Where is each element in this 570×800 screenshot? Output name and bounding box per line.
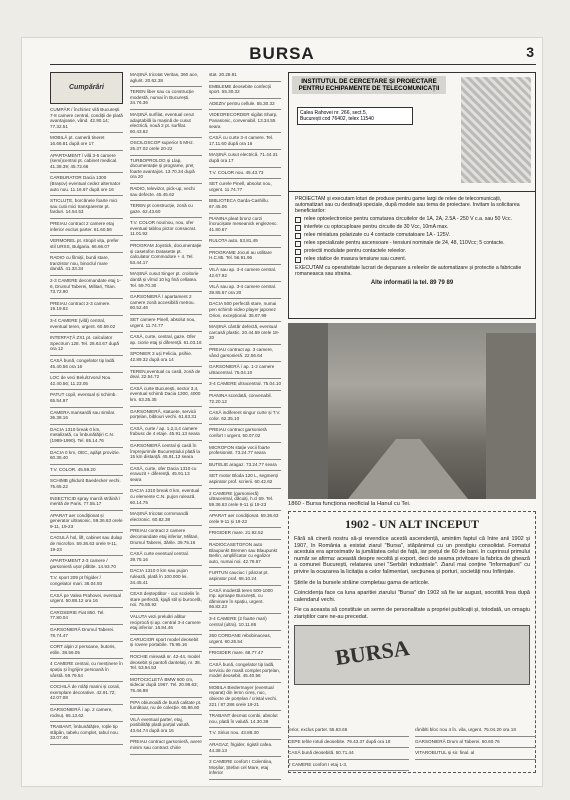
ad-separator	[415, 747, 536, 748]
ad-separator	[288, 747, 409, 748]
classified-ad: CASĂ, curte, central, gaze. Ofer ap. ciorie etaj și diferență. 61.03.16	[130, 334, 202, 345]
classified-ad: PREIAU contract 2 camere decomandate etaj inferior, Militari, Drumul Taberei, 3ările. 39.75.16	[130, 528, 199, 545]
ad-separator	[130, 183, 202, 184]
ad-separator	[50, 475, 123, 476]
ad-separator	[209, 779, 281, 780]
ad-separator	[209, 647, 281, 648]
masthead	[22, 44, 542, 62]
ad-separator	[50, 275, 123, 276]
classified-ad: PREIAU contract 2 camere etaj inferior exclus parter. 81.60.56	[50, 220, 114, 232]
classified-ad: SPONIER 3 uși Felicia, psihie. 42.89.32 după ora 14	[130, 351, 193, 362]
ad-separator	[130, 548, 202, 549]
classifieds-column-2	[130, 72, 202, 780]
ad-separator	[209, 459, 281, 460]
ad-separator	[130, 331, 202, 332]
ad-separator	[209, 527, 281, 528]
ad-separator	[209, 378, 281, 379]
ad-separator	[50, 447, 123, 448]
ad-separator	[130, 697, 202, 698]
classified-ad: 3-4 CAMERE ultracentral. 75.04.10	[209, 381, 281, 387]
checkbox-icon	[295, 233, 301, 239]
service-checkbox-item	[295, 256, 529, 263]
classified-ad: SET curele Pinell, absolut nou, urgent. 11.74.77	[209, 181, 272, 192]
service-checkbox-item	[295, 240, 529, 247]
classified-ad: CORT alpin 2 persoane, butoris, etilin. 38.56.05	[50, 644, 116, 655]
address-line: București cod 76402, telex 11540	[300, 116, 374, 122]
classified-ad: CASĂ bună, congelator tip ladă, serviciu de masă complet porțelan, model deosebit. 45.40.56	[209, 661, 280, 679]
ad-separator	[50, 355, 123, 356]
ad-separator	[130, 314, 202, 315]
classified-ad: PREIAU contract garsonieră confort I urgent. 50.07.02	[209, 427, 267, 438]
ad-separator	[209, 727, 281, 728]
classified-ad: CUMPĂR / închiriez vilă București 7-8 camere central, condiții de plată avantajoase, vând. 42.90.14; 77.32.51	[50, 107, 123, 129]
ad-separator	[50, 744, 123, 745]
classified-ad: STICLUȚE, borcănele foarte mici sau cutii mici transparente pt. farduri. 14.54.53	[50, 198, 118, 215]
classified-ad: APARTAMENT 2-3 camere / garsonieră ușor plătite. 14.93.70	[50, 558, 116, 569]
ad-separator	[209, 756, 281, 757]
classified-ad: CAROSERIE Fiat 850. Tel. 77.80.04	[50, 609, 105, 621]
classified-ad: PIANINA pleat bronz corzi încrucișate meseanick englezesc. 41.80.67	[209, 215, 278, 232]
classified-ad: FRIGIDER mare. 68.77.47	[209, 650, 264, 656]
classified-ad: 4 CAMERE central, cu menținere în spațiu și îngrijire persoană în vârstă. 59.79.54	[50, 661, 123, 678]
classified-ad: VILĂ eventual parter, etaj, posibilități plată parțial valută. 43.64.74 după ora 16	[130, 716, 191, 733]
ad-separator	[288, 770, 409, 771]
classified-ad: 260 CORDANE rebobinaceas, urgent. 60.26.54	[209, 633, 272, 644]
bursa-newspaper-photo	[294, 625, 530, 685]
classified-ad: PROGRAM Joystick, documentație și casetofon Datasette pt. calculator Commodore + 4. Tel. 53.44.17	[130, 243, 202, 265]
ad-separator	[209, 585, 281, 586]
classified-ad: GARSONIERĂ Drumul Taberei. 78.74.47	[50, 627, 115, 638]
classified-ad: TURBOPROLOG și Llap, documentație și programe, preț foarte avantajos. 13.70.34 după ora 20	[130, 157, 195, 180]
classified-ad: CASĂ, curte, ofer Dacia 1310 cu eravuzit + diferență. 45.91.13 seara	[130, 465, 197, 482]
classified-ad: COCHILĂ de rolăți marini și corali, exemplare decorative. 42.91.72; 42.07.08	[50, 684, 120, 701]
ad-separator	[130, 634, 202, 635]
ad-separator	[130, 714, 202, 715]
article-paragraph: Fără să cineră nostru să-și revendice acestă ascendență, amintim faptul că între anii 1902 și 1907, în România a existat ziarul "Bursa", stăpânimul cu un prestigiu consolidat. Formatul acestuia era aproximativ la jumătatea celui de față, iar prețul de 60 de bani. In cuprinsul primului număr se afirma: această despre recoltă și export, deci de seama privitoare la fabrica de ghează a comunei București, relatarea unei "Serbări industriale". Ziarul mai conține "Informațiuni" cu privire la ocazarea la licitația a celor falimentari, secțiunea și porturi, societăți nou înființate.	[294, 536, 530, 575]
classified-ad: DACIA 1310 break 0 km, metalizată, cu îmbunătățiri C.N. (1989-1990). Tel. 65.14.76	[50, 426, 115, 443]
classified-ad: CAMERA mansardă sau similar. 36.38.16	[50, 409, 116, 421]
classified-ad: APARAT aer condiționat. 59.36.63 orele 9-11 și 19-23	[209, 513, 279, 524]
classified-ad: TRABANT, îmbunătățire, roțile tip stăpân, tabelu complet, tabul nou. 33.07.46	[50, 724, 119, 741]
ad-separator	[209, 567, 281, 568]
decorative-pattern	[461, 77, 531, 183]
classified-ad: 3 CAMERE confort I Colentina, Moșilor, Ștefan cel Mare, etaj inferior	[209, 759, 273, 776]
proiectam-outro: EXECUTAM cu operativitate lucrari de depanare a releelor de automatizare și protectie a fabricatie romaneasca sau straina.	[295, 264, 522, 277]
article-title: 1902 - UN ALT INCEPUT	[344, 517, 480, 531]
classified-ad: CAGULĂ hol, lift, cabinet sau dulap de microfon. 59.36.63 orele 9-11, 19-23	[50, 535, 123, 552]
classified-ad: OSCILOSCOP superior 5 MHz. 25.37.02 orele 20-22	[130, 140, 194, 151]
classified-ad: 2 CAMERE confort I etaj 1-3,	[288, 761, 348, 767]
classifieds-column-1	[50, 72, 123, 780]
ad-separator	[130, 651, 202, 652]
classified-ad: CASĂ cu curte 3-4 camere. Tel. 17.11.60 după ora 16	[209, 135, 274, 146]
classified-ad: BIBLIOTECA Garda-Cashillu. 67.45.06	[209, 198, 269, 209]
proiectam-intro: PROIECTAM și executam loturi de produse pentru game largi de relee de telecomunicații, automatizari sau cu destinații speciale, după modele sau tema de proiectare. Invitam la solicitarea beneficiarilor:	[295, 196, 520, 215]
ad-separator	[209, 213, 281, 214]
ad-separator	[50, 624, 123, 625]
newspaper-title: BURSA	[249, 44, 315, 63]
classified-ad: PIANINA scordată, convenabil. 72.20.12	[209, 392, 272, 404]
ad-separator	[130, 366, 202, 367]
ad-separator	[209, 132, 281, 133]
classified-ad: GARSONIERĂ, statuete, servicii porțelan, biblouri vechi. 61.63.31	[130, 408, 197, 420]
proiectam-phone: Alte informatii la tel. 89 79 89	[370, 280, 454, 287]
ad-separator	[130, 348, 202, 349]
right-column	[288, 72, 536, 773]
ad-separator	[209, 81, 281, 82]
ad-separator	[130, 155, 202, 156]
ad-separator	[50, 332, 123, 333]
ad-separator	[209, 510, 281, 511]
ad-separator	[50, 510, 123, 511]
ad-separator	[130, 611, 202, 612]
classified-ad: TEREN liber sau cu construcție modestă, numai în București. 34.76.36	[130, 89, 194, 106]
ad-separator	[50, 493, 123, 494]
ad-separator	[209, 442, 281, 443]
ad-separator	[50, 372, 123, 373]
ad-separator	[130, 565, 202, 566]
ad-separator	[288, 736, 409, 737]
classified-ad: CASĂ, curte / ap. 1,2,3,4 camere frabusc de 4 etaje. 45.91.13 seara	[130, 425, 200, 437]
classified-ad: ADEZIV pentru cellule. 55.30.32	[209, 100, 275, 106]
classified-ad: CARBURATOR Dacia 1300 (Brașov) eventual cedez alternator auto nou. 11.16.67 după ore 16	[50, 175, 121, 192]
classified-ad: PATUT copil, eventual și schimb. 65.54.97	[50, 392, 117, 403]
classified-ad: MOBILĂ pt. cameră tineret 16.66.81 după ore 17	[50, 135, 105, 146]
ad-separator	[130, 674, 202, 675]
service-checkbox-item	[295, 224, 529, 231]
classified-ad: MOBILA Biedermayer (eventual reparat) din lemn cireș, nuc, obiecte de porțelan / cristal vechi. 221 / 87.286 orele 19-21	[209, 684, 278, 707]
classified-ad: T.V. Sirius nou. 43.88.30	[209, 730, 259, 736]
service-label: interfete cu optocuploare pentru circuite de 30 Vcc, 10mA max.	[304, 223, 449, 230]
header-rule	[50, 64, 536, 65]
classified-ad: DACIA 1310 break 0 km, eventual cu elemente C.N. pujon rulează. 60.14.75	[130, 488, 200, 505]
classified-ad: VILĂ sau ap. 3-4 camere central. 39.85.67 ora 20	[209, 284, 277, 295]
classified-ad: 2 CAMERE (garsonieră) ultracentral, dăcuiți, h.cl 69. Tel. 59.36.63 orele 9-11 și 19-23	[209, 490, 274, 507]
ad-separator	[130, 268, 202, 269]
classified-ad: MAȘINĂ cântăr defectă, eventual carcasă plastic. 20.44.59 orele 18-20	[209, 324, 280, 341]
classified-ad: CASĂ curte eventual central. 39.75.16	[130, 551, 189, 562]
ad-separator	[130, 137, 202, 138]
classified-ad: PREIAU contract ap. 3 camere, vând garsonieră. 22.56.64	[209, 347, 274, 358]
classified-ad: PIPA obiunoală de bună calitate pt. fumătoar, nu de colecție. 65.86.60	[130, 699, 202, 711]
classified-ad: MAȘINĂ tricotat cormmandă electronic. 60.82.38	[130, 511, 189, 522]
ad-separator	[50, 252, 123, 253]
classified-ad: GARSONIERĂ central și casă în împrejurimile Bucureștiului plată la 15 km distanță. 45.91.13 seara	[130, 442, 200, 460]
classified-ad: SET motor Bloda 120 L, segmenți aspirator prof. scrierii. 60.42.62	[209, 473, 278, 484]
classified-ad: SET camere Pinell, absolut nou, urgent. 11.74.77	[130, 317, 196, 328]
service-label: protectii modulate pentru contactele releelor.	[304, 247, 407, 254]
photo-caption: 1860 - Bursa funcționa neoficial la Hanul cu Tei.	[288, 501, 411, 507]
ad-separator	[130, 485, 202, 486]
ad-separator	[130, 383, 202, 384]
ad-separator	[130, 240, 202, 241]
classified-ad: VALUTA vezi preluări alătur reciprocă și ap. central 3-4 camere etaj inferior. 16.84.46	[130, 613, 201, 631]
classified-ad: 3-4 CAMERE (2 foarte mari) central (ultra). 10.11.86	[209, 616, 267, 627]
ad-separator	[50, 704, 123, 705]
classified-ad: RULOTA auto. 53.81.49	[209, 238, 258, 244]
institute-address	[297, 107, 413, 125]
classified-ad: FRIGIDER mare. 21.92.52	[209, 530, 264, 536]
classified-ad: GARSONIERĂ / ap. 1-2 camere ultracentral. 75.04.10	[209, 364, 275, 375]
classified-ad: ferior, exclus parter. 55.63.66	[288, 727, 348, 732]
cumparari-logo: Cumpărări	[50, 72, 123, 104]
classified-ad: GARSONIERĂ Drum al Taberei. 60.60.76	[415, 738, 500, 744]
historic-photo	[288, 323, 536, 499]
classified-ad: FURTUN cauciuc / pânzat pt. aspirator praf. 68.10.24	[209, 570, 269, 582]
ad-separator	[130, 291, 202, 292]
checkbox-icon	[295, 217, 301, 223]
ad-separator	[209, 659, 281, 660]
ad-separator	[130, 86, 202, 87]
classified-ad: TEREN pt construcție, zonă cu gaze. 62.43.60	[130, 203, 193, 214]
ad-separator	[50, 590, 123, 591]
newspaper-page	[22, 38, 542, 786]
ad-separator	[209, 739, 281, 740]
checkbox-icon	[295, 241, 301, 247]
service-checkbox-item	[295, 248, 529, 255]
classified-ad: VITAROBUTUL și sir. final. al	[415, 750, 475, 756]
ad-separator	[209, 281, 281, 282]
ad-separator	[415, 759, 536, 760]
classified-ad: INTERFAȚĂ ZX1 pt. calculator Spectrum 128. Tel. 28.63.67 după ora 12	[50, 335, 119, 352]
classifieds-column-3	[209, 72, 281, 780]
page-number: 3	[526, 44, 534, 60]
classified-ad: DACIA 0 km, OEC, apăpt provizie. 60.35.40	[50, 449, 120, 461]
classified-ad: CEAS deșteptător - cuc scolelis în stare perfectă, kjajă stil și burocelă, noi. 75.55.92	[130, 591, 202, 608]
ad-separator	[50, 721, 123, 722]
ad-separator	[130, 463, 202, 464]
classified-ad: 2-3 CAMERE decomandate etaj 1-6, Drumul Taberei, Militari, Titan. 73.72.90	[50, 278, 121, 295]
bursa-stamp-text: BURSA	[333, 634, 411, 670]
ad-separator	[130, 508, 202, 509]
classified-ad: GARSONIERĂ / apartament 2 camere zonă accesibilă metrou. 60.52.46	[130, 294, 195, 311]
classified-ad: CASĂ bună deosebită. 50.71.44	[288, 750, 354, 756]
classified-ad: RADIO, televizor, pick-up, vechi sau defecte. 45.45.62	[130, 185, 195, 197]
article-paragraph: Fie ca aceasta să constituie un semn de personalitate a propriei publicații și, totodată, un omagiu ziariștilor care ne-au precedat.	[294, 607, 530, 620]
classified-ad: DACIA 1310 0 km sau pujon rulează, plată în 100.000 lei. 34.45.41	[130, 568, 188, 585]
article-paragraph: Coincidența face ca luna aparitiei ziarului "Bursa" din 1902 să fie iar august, socotită însa după calendarul vechi.	[294, 590, 530, 603]
classified-ad: EMBLEME deosebite confecții sport. 55.30.32	[209, 83, 271, 95]
classified-ad: PREIAU contract garsonieră, avere minim sau contract chirie	[130, 739, 202, 751]
checkbox-icon	[295, 257, 301, 263]
classified-ad: CASĂ modestă teren 500-1000 mp. aproape București, cu dăminare în spațiu, urgent. 66.82.23	[209, 587, 273, 610]
service-label: relee statice de masura tensiune sau curent.	[304, 255, 407, 262]
ad-separator	[50, 424, 123, 425]
ad-separator	[209, 613, 281, 614]
classified-ad: VIDEORECORDER sigilat Sharp, Panasonic, convenabil. 13.34.55 seara	[209, 112, 278, 129]
ad-separator	[50, 572, 123, 573]
ad-separator	[130, 406, 202, 407]
ad-separator	[50, 464, 123, 465]
ad-separator	[50, 195, 123, 196]
ad-separator	[50, 132, 123, 133]
ad-separator	[209, 710, 281, 711]
classified-ad: PROGRAME Jocuri au utilitare H.C.85. Tel. 56.91.96	[209, 249, 272, 261]
classified-ad: TEREN,eventual cu casă, zonă de deal. 22.54.72	[130, 368, 201, 380]
ad-separator	[50, 389, 123, 390]
ad-separator	[209, 321, 281, 322]
classified-ad: MOTOCICLETĂ BMW 600 cm, sidecar după 1967. Tel. 20.98.63; 76.46.98	[130, 676, 198, 693]
address-line: Calea Rahovei nr. 266, sect.5,	[300, 110, 367, 116]
ad-separator	[130, 754, 202, 755]
ad-separator	[415, 736, 536, 737]
ad-separator	[130, 588, 202, 589]
ad-separator	[288, 759, 409, 760]
service-checkbox-item	[295, 216, 529, 223]
classified-ad: CASĂ bună, congelator tip ladă. 45.40.56 ora 16	[50, 358, 116, 369]
classified-ad: BUTELIE aragaz. 73.24.77 seara	[209, 461, 277, 467]
ad-separator	[50, 218, 123, 219]
ad-separator	[130, 736, 202, 737]
classified-ad: SCHIMB ghidurit Baedecker vechi. 75.65.22	[50, 478, 121, 489]
ad-separator	[50, 532, 123, 533]
article-paragraph: Știrile de la bursele străine completau gama de articole.	[294, 579, 430, 586]
ad-separator	[209, 298, 281, 299]
ad-separator	[209, 407, 281, 408]
classified-ad: MAȘINĂ cusut Singer pt. croitorie dantă și vîrnd 10 kg fină cellatea. Tel. 59.70.30	[130, 271, 199, 288]
ad-separator	[50, 607, 123, 608]
classified-ad: T.V. COLOR. 45.59.20	[50, 466, 96, 472]
ad-separator	[50, 172, 123, 173]
classified-ad: stat. 20.28.91	[209, 72, 237, 77]
classified-ad: râniblti bloc nou 4 în. vila, urgent. 75.04.20 ora 18	[415, 727, 516, 732]
ad-separator	[209, 167, 281, 168]
classified-ad: T.V. COLOR nou/nou, nou, ofer eventual tablou pictor consacrat. 11.01.92	[130, 220, 197, 237]
checkbox-icon	[295, 225, 301, 231]
classified-ad: CASĂ indiferent singur curte și T.V. color. 62.35.10	[209, 410, 281, 421]
classified-ad: ROCHIE mireasă nr. 42-44, model deosebit și pantofi dantelați, nr. 38. Tel. 53.94.53	[130, 653, 201, 671]
classified-ad: APARTAMENT / vilă 3-5 camere (semi)central pt. cabinet medical. 41.38.39; 45.72.66	[50, 152, 118, 169]
ad-separator	[209, 488, 281, 489]
classified-ad: DACIA 500 perfectă stare, numai pen schimb video player japonez Orion, excepțional. 35.67.99	[209, 301, 277, 318]
classified-ad: LOC de veci Belu/Izvorul Nou. 42.40.56; 11.23.05	[50, 375, 112, 386]
ad-separator	[209, 470, 281, 471]
classified-ad: APARAT aer condiționat și generator ultrasonic. 59.36.63 orele 9-11, 19-23	[50, 512, 123, 529]
classified-ad: MAȘINĂ surfilat, eventual cerut adaptabilă la mașină de cusut electrică, nouă 2 pt. surfilat. 60.43.62	[130, 111, 194, 134]
bottom-classifieds	[288, 727, 536, 773]
service-label: relee miniatura polarizate cu 4 contacte comutatoare 1A - 125V.	[304, 231, 451, 238]
classified-ad: MAȘINĂ tricotat Veritas, 360 ace, aglurit. 20.62.38	[130, 72, 199, 83]
ad-separator	[209, 195, 281, 196]
classified-ad: INSECTICID spray marcă străină / merită de Paris. 77.55.17	[50, 495, 121, 507]
classified-ad: GARSONIERĂ / ap. 2 camere, rodnuț. 65.13.62	[50, 706, 113, 718]
service-label: relee specializate pentru ascensoare - tensiuni nominale de 24, 48, 110Vcc; 5 contacte.	[304, 239, 505, 246]
institute-advert	[288, 72, 536, 192]
ad-separator	[209, 361, 281, 362]
ad-separator	[209, 344, 281, 345]
classified-ad: MAȘINĂ cusut electrică. 71.44.31 după ora 17	[209, 152, 278, 163]
ad-separator	[50, 641, 123, 642]
ad-separator	[50, 150, 123, 151]
ad-separator	[209, 682, 281, 683]
classified-ad: TRABANT decmat combi, absolut nou, plată în valută. 14.30.39	[209, 713, 278, 724]
ad-separator	[130, 200, 202, 201]
classified-ad: RADIO cu filmiții, bună stare, tranzistor nou, binoclul mare dandă. 41.33.34	[50, 255, 109, 272]
ad-separator	[209, 109, 281, 110]
classified-ad: T.V. COLOR nou. 45.43.73	[209, 169, 264, 175]
ad-separator	[50, 407, 123, 408]
ad-separator	[209, 424, 281, 425]
ad-separator	[50, 315, 123, 316]
classified-ad: CEPE tehle rotuli deosebite. 79.43.37 după ora 18	[288, 738, 391, 744]
ad-separator	[50, 681, 123, 682]
ad-separator	[50, 658, 123, 659]
ad-separator	[209, 178, 281, 179]
ad-separator	[130, 217, 202, 218]
ad-separator	[130, 525, 202, 526]
ad-separator	[209, 235, 281, 236]
classified-ad: VERMOREL pt. stropit vița, prefer stil URSS, Bulgaria. 66.66.07	[50, 238, 119, 249]
ad-separator	[130, 423, 202, 424]
checkbox-icon	[295, 249, 301, 255]
institute-title: INSTITUTUL DE CERCETARE ȘI PROIECTARE PENTRU ECHIPAMENTE DE TELECOMUNICAȚII	[292, 76, 446, 94]
ad-separator	[50, 555, 123, 556]
ad-separator	[209, 98, 281, 99]
classified-ad: 3-4 CAMERE (vilă) central, eventual teren, urgent. 60.59.02	[50, 318, 116, 329]
ad-separator	[209, 539, 281, 540]
proiectam-advert	[288, 192, 536, 319]
classified-ad: PREIAU contract 2-3 camere. 19.19.62	[50, 300, 111, 312]
classified-ad: MICROFON stație vocii foarte profesionist. 73.24.77 seara	[209, 444, 270, 456]
ad-separator	[209, 149, 281, 150]
ad-separator	[130, 109, 202, 110]
classified-ad: RADIOCASETOFON auto Blaupunkt Bremen sau Blaupunkt Berlin, amplificator cu egalizor auto, numai noi. 42.78.67	[209, 542, 278, 564]
ad-separator	[209, 630, 281, 631]
ad-separator	[50, 235, 123, 236]
classified-ad: CARUCIOR sport model deosebit și rovere portabile. 75.95.16	[130, 636, 199, 648]
classified-ad: VILĂ sau ap. 3-4 camere central. 42.67.92	[209, 267, 277, 278]
ad-separator	[209, 390, 281, 391]
classified-ad: ARAGAZ, frigider, rigistil cafea. 44.38.13	[209, 741, 273, 753]
ad-separator	[209, 247, 281, 248]
classified-ad: T.V. sport 209 pt frigider / congelator mari. 36.04.93	[50, 575, 103, 587]
ad-separator	[50, 298, 123, 299]
service-checkbox-item	[295, 232, 529, 239]
classified-ad: CASĂ pe Valea Prahovei, eventual urgent. 50.88.12 ora 16	[50, 592, 121, 604]
service-label: relee optoelectronice pentru comutarea circuitelor de 1A, 2A, 2.5A - 250 V c.a. sau 50 Vcc.	[304, 215, 512, 222]
ad-separator	[130, 440, 202, 441]
classified-ad: CASĂ curte București, sector 3,4, eventual schimb Dacia 1300, 4000 km. 63.35.35	[130, 385, 201, 402]
ad-separator	[209, 264, 281, 265]
